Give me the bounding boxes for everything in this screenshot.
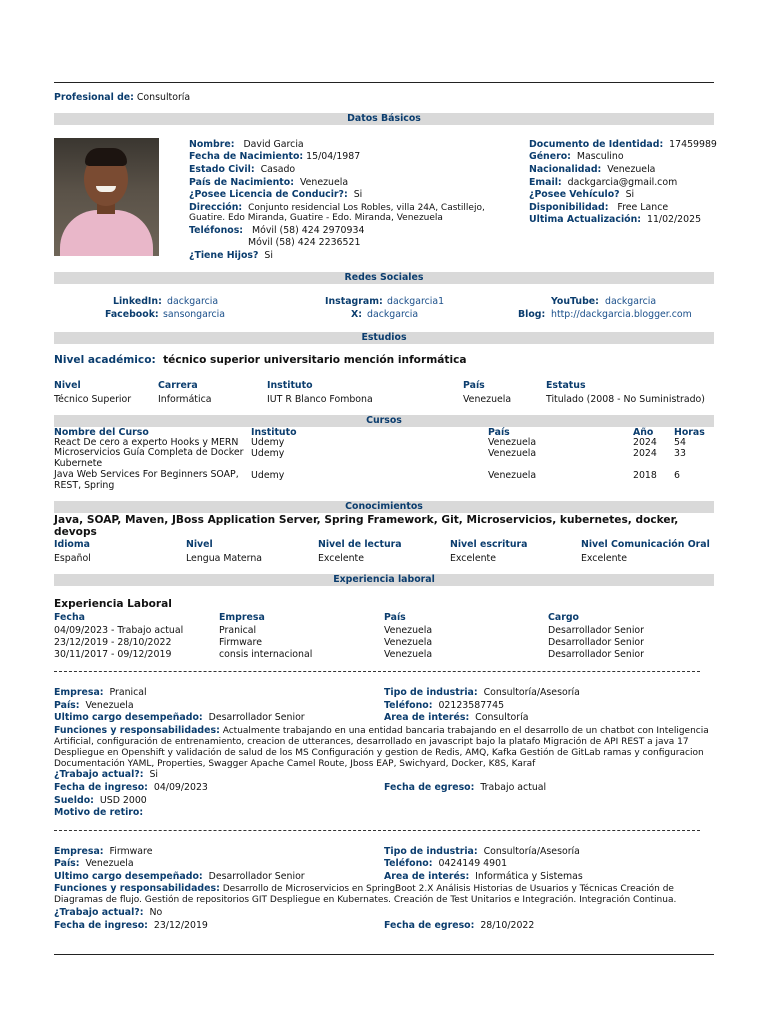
field-pais-nacimiento: País de Nacimiento: Venezuela xyxy=(189,177,349,188)
exp-cell: Pranical xyxy=(219,625,257,636)
divider xyxy=(54,671,700,672)
job1-sueldo: Sueldo: USD 2000 xyxy=(54,795,147,806)
job1-industria: Tipo de industria: Consultoría/Asesoría xyxy=(384,687,580,698)
job2-pais: País: Venezuela xyxy=(54,858,134,869)
field-licencia: ¿Posee Licencia de Conducir?: Si xyxy=(189,189,363,200)
exp-cell: Firmware xyxy=(219,637,262,648)
exp-header-empresa: Empresa xyxy=(219,612,265,623)
youtube-link[interactable]: dackgarcia xyxy=(605,296,657,307)
field-actualizacion: Ultima Actualización: 11/02/2025 xyxy=(529,214,702,225)
job1-area: Area de interés: Consultoría xyxy=(384,712,529,723)
job1-telefono: Teléfono: 02123587745 xyxy=(384,700,505,711)
idioma-cell: Español xyxy=(54,553,91,564)
table-row: 23/12/2019 - 28/10/2022 xyxy=(54,637,172,648)
table-row: Java Web Services For Beginners SOAP, REST, Spring xyxy=(54,469,239,491)
instagram-link[interactable]: dackgarcia1 xyxy=(387,296,445,307)
instagram-label: Instagram: xyxy=(325,296,383,307)
field-disponibilidad: Disponibilidad: Free Lance xyxy=(529,202,669,213)
idioma-header-escritura: Nivel escritura xyxy=(450,539,528,550)
estudios-header-nivel: Nivel xyxy=(54,380,81,391)
estudios-header-estatus: Estatus xyxy=(546,380,586,391)
exp-cell: consis internacional xyxy=(219,649,313,660)
band-conocimientos: Conocimientos xyxy=(54,501,714,513)
exp-header-cargo: Cargo xyxy=(548,612,579,623)
top-rule xyxy=(54,82,714,83)
curso-anio: 2024 xyxy=(633,448,657,459)
curso-pais: Venezuela xyxy=(488,470,537,481)
job1-empresa: Empresa: Pranical xyxy=(54,687,147,698)
profesional-value: Consultoría xyxy=(136,92,191,103)
job2-area: Area de interés: Informática y Sistemas xyxy=(384,871,583,882)
idioma-header-oral: Nivel Comunicación Oral xyxy=(581,539,710,550)
table-row: React De cero a experto Hooks y MERN xyxy=(54,437,239,448)
idioma-header-nivel: Nivel xyxy=(186,539,213,550)
idioma-header: Idioma xyxy=(54,539,90,550)
field-direccion: Dirección: Conjunto residencial Los Robles, villa 24A, Castillejo, xyxy=(189,202,485,213)
profile-photo xyxy=(54,138,159,256)
table-row: Microservicios Guía Completa de Docker Kubernete xyxy=(54,447,244,469)
estudios-cell: Informática xyxy=(158,394,212,405)
table-row: 04/09/2023 - Trabajo actual xyxy=(54,625,184,636)
profesional-label: Profesional de: xyxy=(54,92,134,103)
estudios-cell: IUT R Blanco Fombona xyxy=(267,394,373,405)
field-fecha-nacimiento: Fecha de Nacimiento: 15/04/1987 xyxy=(189,151,361,162)
job2-actual: ¿Trabajo actual?: No xyxy=(54,907,163,918)
field-hijos: ¿Tiene Hijos? Si xyxy=(189,250,273,261)
field-genero: Género: Masculino xyxy=(529,151,624,162)
curso-horas: 33 xyxy=(674,448,686,459)
idioma-cell: Excelente xyxy=(450,553,496,564)
job1-pais: País: Venezuela xyxy=(54,700,134,711)
cursos-header-nombre: Nombre del Curso xyxy=(54,427,149,438)
job1-egreso: Fecha de egreso: Trabajo actual xyxy=(384,782,547,793)
job2-industria: Tipo de industria: Consultoría/Asesoría xyxy=(384,846,580,857)
exp-header-fecha: Fecha xyxy=(54,612,85,623)
band-cursos: Cursos xyxy=(54,415,714,427)
linkedin-link[interactable]: dackgarcia xyxy=(167,296,219,307)
estudios-cell: Venezuela xyxy=(463,394,512,405)
profesional-line xyxy=(54,92,190,103)
exp-cell: Desarrollador Senior xyxy=(548,649,645,660)
cursos-header-pais: País xyxy=(488,427,510,438)
field-estado-civil: Estado Civil: Casado xyxy=(189,164,296,175)
exp-header-pais: País xyxy=(384,612,406,623)
blog-link[interactable]: http://dackgarcia.blogger.com xyxy=(551,309,692,320)
estudios-header-instituto: Instituto xyxy=(267,380,313,391)
idioma-cell: Excelente xyxy=(318,553,364,564)
job1-funciones: Funciones y responsabilidades: Actualmente trabajando en una entidad bancaria trabajando en el desarrollo de un chatbot con Inteligencia Artificial, configuración de entrenamiento, creacion de utterances, desarrollado en javascript bajo la platafo Migración de API REST a java 17 Despliegue en Openshift y validación de salud de los MS Configuración y gestion de Redis, AMQ, Kafka Gestión de GitLab ramas y configuracion Documentación YAML, Properties, Swagger Apache Camel Route, Jboss EAP, Swichyard, Docker, K8S, Karaf xyxy=(54,725,709,769)
curso-instituto: Udemy xyxy=(251,437,285,448)
exp-cell: Venezuela xyxy=(384,649,433,660)
curso-pais: Venezuela xyxy=(488,448,537,459)
curso-instituto: Udemy xyxy=(251,448,285,459)
band-experiencia: Experiencia laboral xyxy=(54,574,714,586)
band-estudios: Estudios xyxy=(54,332,714,344)
field-nombre: Nombre: David Garcia xyxy=(189,139,304,150)
facebook-label: Facebook: xyxy=(105,309,159,320)
curso-pais: Venezuela xyxy=(488,437,537,448)
field-direccion-2: Guatire. Edo Miranda, Guatire - Edo. Miranda, Venezuela xyxy=(189,213,443,223)
table-row: 30/11/2017 - 09/12/2019 xyxy=(54,649,172,660)
job2-empresa: Empresa: Firmware xyxy=(54,846,153,857)
estudios-cell: Técnico Superior xyxy=(54,394,132,405)
idioma-header-lectura: Nivel de lectura xyxy=(318,539,402,550)
field-telefono-2: Móvil (58) 424 2236521 xyxy=(248,237,361,248)
job2-ingreso: Fecha de ingreso: 23/12/2019 xyxy=(54,920,208,931)
field-vehiculo: ¿Posee Vehículo? Si xyxy=(529,189,635,200)
exp-cell: Desarrollador Senior xyxy=(548,637,645,648)
x-label: X: xyxy=(351,309,362,320)
cursos-header-instituto: Instituto xyxy=(251,427,297,438)
field-nacionalidad: Nacionalidad: Venezuela xyxy=(529,164,656,175)
facebook-link[interactable]: sansongarcia xyxy=(163,309,225,320)
field-telefonos: Teléfonos: Móvil (58) 424 2970934 xyxy=(189,225,365,236)
bottom-rule xyxy=(54,954,714,955)
curso-instituto: Udemy xyxy=(251,470,285,481)
cursos-header-horas: Horas xyxy=(674,427,705,438)
band-redes-sociales: Redes Sociales xyxy=(54,272,714,284)
band-datos-basicos: Datos Básicos xyxy=(54,113,714,125)
skills-list: Java, SOAP, Maven, JBoss Application Server, Spring Framework, Git, Microservicios, kubernetes, docker, devops xyxy=(54,514,679,538)
curso-horas: 54 xyxy=(674,437,686,448)
exp-cell: Venezuela xyxy=(384,637,433,648)
job2-egreso: Fecha de egreso: 28/10/2022 xyxy=(384,920,535,931)
exp-cell: Desarrollador Senior xyxy=(548,625,645,636)
job2-funciones: Funciones y responsabilidades: Desarrollo de Microservicios en SpringBoot 2.X Análisis Historias de Usuarios y Técnicas Creación de Diagramas de flujo. Gestión de repositorios GIT Despliegue en Kubernates. Creación de Test Unitarios e Integración. Integración Continua. xyxy=(54,883,677,905)
nivel-academico: Nivel académico: técnico superior universitario mención informática xyxy=(54,354,467,366)
job1-cargo: Ultimo cargo desempeñado: Desarrollador Senior xyxy=(54,712,305,723)
job2-cargo: Ultimo cargo desempeñado: Desarrollador Senior xyxy=(54,871,305,882)
linkedin-label-text: LinkedIn: xyxy=(113,296,162,307)
exp-cell: Venezuela xyxy=(384,625,433,636)
youtube-label: YouTube: xyxy=(551,296,599,307)
job1-motivo: Motivo de retiro: xyxy=(54,807,144,818)
job1-actual: ¿Trabajo actual?: Si xyxy=(54,769,159,780)
blog-label: Blog: xyxy=(518,309,546,320)
divider xyxy=(54,830,700,831)
field-documento: Documento de Identidad: 17459989 xyxy=(529,139,717,150)
estudios-header-carrera: Carrera xyxy=(158,380,198,391)
job1-ingreso: Fecha de ingreso: 04/09/2023 xyxy=(54,782,208,793)
curso-anio: 2018 xyxy=(633,470,657,481)
idioma-cell: Excelente xyxy=(581,553,627,564)
curso-horas: 6 xyxy=(674,470,680,481)
estudios-header-pais: País xyxy=(463,380,485,391)
cursos-header-anio: Año xyxy=(633,427,654,438)
estudios-cell: Titulado (2008 - No Suministrado) xyxy=(546,394,705,405)
idioma-cell: Lengua Materna xyxy=(186,553,263,564)
experiencia-title: Experiencia Laboral xyxy=(54,598,172,610)
curso-anio: 2024 xyxy=(633,437,657,448)
job2-telefono: Teléfono: 0424149 4901 xyxy=(384,858,508,869)
field-email: Email: dackgarcia@gmail.com xyxy=(529,177,678,188)
x-link[interactable]: dackgarcia xyxy=(367,309,419,320)
